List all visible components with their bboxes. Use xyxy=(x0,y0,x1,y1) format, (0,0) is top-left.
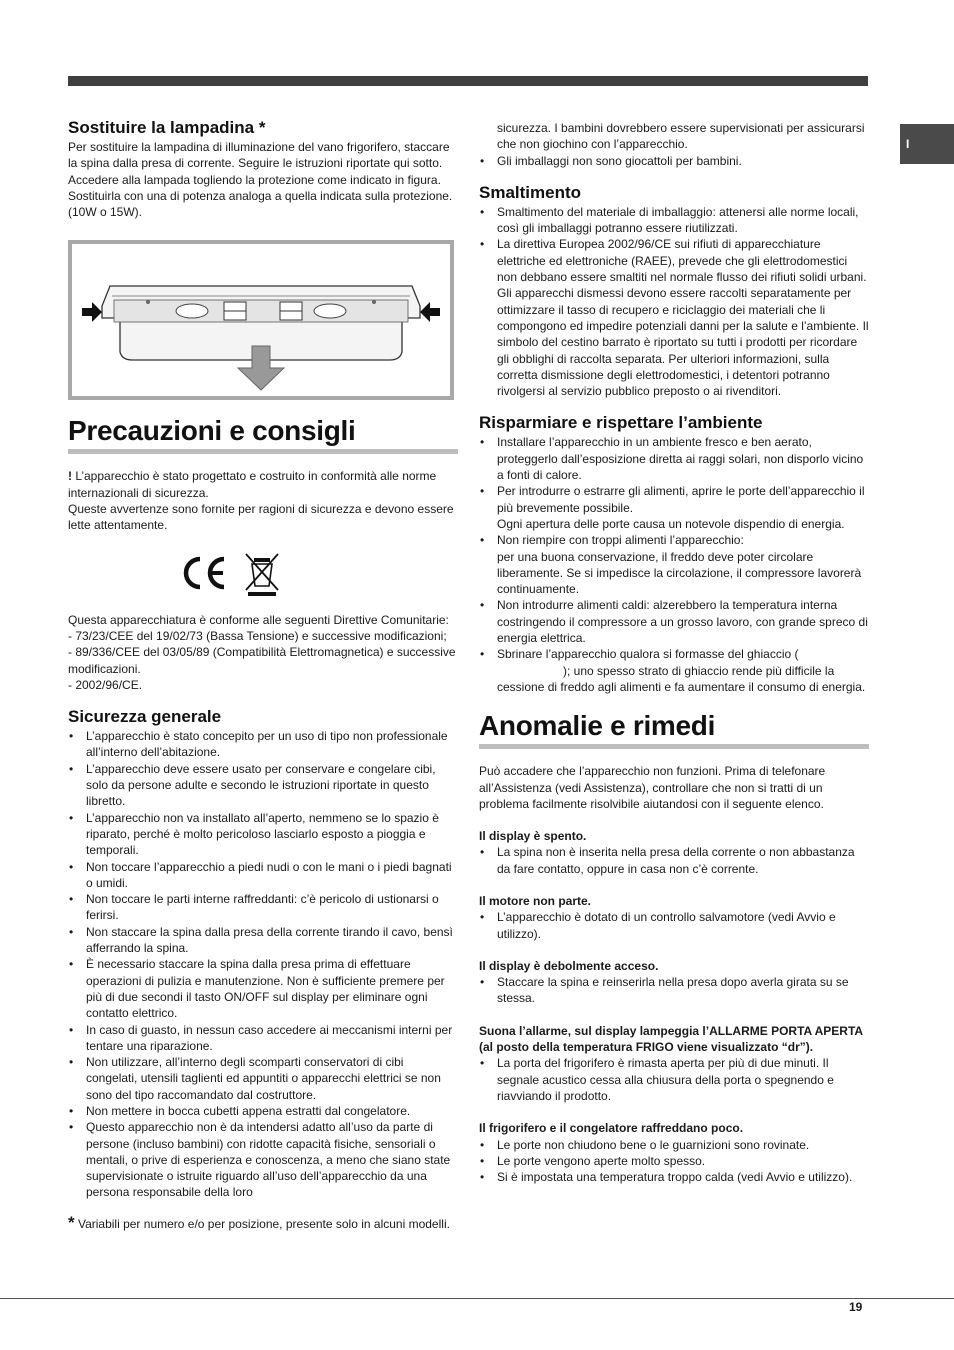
disposal-list xyxy=(479,204,869,400)
list-item: • Questo apparecchio non è da intendersi adatto all’uso da parte di persone (incluso bambini) con ridotte capacità fisiche, sensoriali o mentali, o prive di esperienza e conoscenza, a meno che siano state supervisionate o istruite riguardo all’uso dell’apparecchio da una persona responsabile della loro xyxy=(68,1119,458,1200)
list-item: • Installare l’apparecchio in un ambiente fresco e ben aerato, proteggerlo dall’esposizione diretta ai raggi solari, non disporlo vicino a fonti di calore. xyxy=(479,434,869,483)
safety-title: Sicurezza generale xyxy=(68,707,222,727)
list-item: • Non utilizzare, all’interno degli scomparti conservatori di cibi congelati, utensili taglienti ed appuntiti o apparecchi elettrici se non sono del tipo raccomandato dal costruttore. xyxy=(68,1054,458,1103)
list-item: • Non riempire con troppi alimenti l’apparecchio: per una buona conservazione, il freddo deve poter circolare liberamente. Se si impedisce la circolazione, il compressore lavorerà continuamente. xyxy=(479,532,869,597)
arrow-left-icon xyxy=(420,302,440,322)
ce-mark-icon xyxy=(180,553,230,593)
certification-marks xyxy=(180,548,458,598)
list-item: • L’apparecchio deve essere usato per conservare e congelare cibi, solo da persone adulte e secondo le istruzioni riportate in questo libretto. xyxy=(68,761,458,810)
lamp-section-title: Sostituire la lampadina * xyxy=(68,118,266,137)
list-item: • Per introdurre o estrarre gli alimenti, aprire le porte dell’apparecchio il più brevemente possibile. Ogni apertura delle porte causa un notevole dispendio di energia. xyxy=(479,483,869,532)
lamp-figure xyxy=(68,240,454,400)
list-item: • L’apparecchio è stato concepito per un uso di tipo non professionale all’interno dell’abitazione. xyxy=(68,728,458,761)
save-energy-title: Risparmiare e rispettare l’ambiente xyxy=(479,413,763,433)
list-item: • Le porte vengono aperte molto spesso. xyxy=(479,1153,869,1169)
left-column xyxy=(68,118,458,1232)
problem-title: Il frigorifero e il congelatore raffreddano poco. xyxy=(479,1121,744,1136)
list-item: • La porta del frigorifero è rimasta aperta per più di due minuti. Il segnale acustico cessa alla chiusura della porta o spegnendo e riavviando il prodotto. xyxy=(479,1055,869,1104)
directive-2: - 89/336/CEE del 03/05/89 (Compatibilità Elettromagnetica) e successive modificazioni. xyxy=(68,645,456,676)
problem-title: Il motore non parte. xyxy=(479,893,592,908)
lamp-cover-illustration xyxy=(72,244,450,396)
language-tab: I xyxy=(900,124,954,164)
directive-3: - 2002/96/CE. xyxy=(68,677,143,692)
disposal-title: Smaltimento xyxy=(479,182,582,202)
warning-paragraph-2: Queste avvertenze sono fornite per ragioni di sicurezza e devono essere lette attentamente. xyxy=(68,502,454,533)
directives-intro: Questa apparecchiatura è conforme alle seguenti Direttive Comunitarie: xyxy=(68,612,449,627)
problem-title: Suona l’allarme, sul display lampeggia l’ALLARME PORTA APERTA (al posto della temperatura FRIGO viene visualizzato “dr”). xyxy=(479,1023,863,1055)
list-item: • Si è impostata una temperatura troppo calda (vedi Avvio e utilizzo). xyxy=(479,1169,869,1185)
list-item: • L’apparecchio non va installato all’aperto, nemmeno se lo spazio è riparato, perché è molto pericoloso lasciarlo esposto a pioggia e temporali. xyxy=(68,810,458,859)
lamp-section-text: Per sostituire la lampadina di illuminazione del vano frigorifero, staccare la spina dalla presa di corrente. Seguire le istruzioni riportate qui sotto. Accedere alla lampada togliendo la protezione come indicato in figura. Sostituirla con una di potenza analoga a quella indicata sulla protezione.(10W o 15W). xyxy=(68,140,453,220)
problem-title: Il display è spento. xyxy=(479,829,587,844)
list-item: • Non staccare la spina dalla presa della corrente tirando il cavo, bensì afferrando la spina. xyxy=(68,924,458,957)
list-item: • L’apparecchio è dotato di un controllo salvamotore (vedi Avvio e utilizzo). xyxy=(479,909,869,942)
warning-paragraph: ! L’apparecchio è stato progettato e costruito in conformità alle norme internazionali di sicurezza. xyxy=(68,469,437,500)
top-rule xyxy=(68,76,868,86)
list-item: • Non mettere in bocca cubetti appena estratti dal congelatore. xyxy=(68,1103,458,1119)
safety-list xyxy=(68,728,458,1201)
weee-bin-icon xyxy=(244,550,280,596)
list-item: • In caso di guasto, in nessun caso accedere ai meccanismi interni per tentare una riparazione. xyxy=(68,1022,458,1055)
directive-1: - 73/23/CEE del 19/02/73 (Bassa Tensione) e successive modificazioni; xyxy=(68,628,447,643)
footnote: * Variabili per numero e/o per posizione, presente solo in alcuni modelli. xyxy=(68,1212,450,1232)
problem-title: Il display è debolmente acceso. xyxy=(479,958,659,973)
list-item: • È necessario staccare la spina dalla presa prima di effettuare operazioni di pulizia e manutenzione. Non è sufficiente premere per più di due secondi il tasto ON/OFF sul display per eliminare ogni contatto elettrico. xyxy=(68,956,458,1021)
list-item: • Non introdurre alimenti caldi: alzerebbero la temperatura interna costringendo il compressore a un grosso lavoro, con grande spreco di energia elettrica. xyxy=(479,597,869,646)
list-item: • La spina non è inserita nella presa della corrente o non abbastanza da fare contatto, oppure in casa non c’è corrente. xyxy=(479,844,869,877)
list-item: • Sbrinare l’apparecchio qualora si formasse del ghiaccio ( ); uno spesso strato di ghiaccio rende più difficile la cessione di freddo agli alimenti e fa aumentare il consumo di energia. xyxy=(479,646,869,695)
right-column xyxy=(479,120,869,1185)
anomalies-title: Anomalie e rimedi xyxy=(479,710,716,742)
safety-continuation: sicurezza. I bambini dovrebbero essere supervisionati per assicurarsi che non giochino con l’apparecchio. xyxy=(497,121,865,152)
list-item: • Smaltimento del materiale di imballaggio: attenersi alle norme locali, così gli imballaggi potranno essere riutilizzati. xyxy=(479,204,869,237)
save-energy-list xyxy=(479,434,869,695)
page-number: 19 xyxy=(849,1300,863,1314)
precautions-title: Precauzioni e consigli xyxy=(68,415,356,447)
list-item: • La direttiva Europea 2002/96/CE sui rifiuti di apparecchiature elettriche ed elettroniche (RAEE), prevede che gli elettrodomestici non debbano essere smaltiti nel normale flusso dei rifiuti solidi urbani. Gli apparecchi dismessi devono essere raccolti separatamente per ottimizzare il tasso di recupero e riciclaggio dei materiali che li compongono ed impedire potenziali danni per la salute e l’ambiente. Il simbolo del cestino barrato è riportato su tutti i prodotti per ricordare gli obblighi di raccolta separata. Per ulteriori informazioni, sulla corretta dismissione degli elettrodomestici, i detentori potranno rivolgersi al servizio pubblico preposto o ai rivenditori. xyxy=(479,236,869,399)
list-item: • Non toccare le parti interne raffreddanti: c’è pericolo di ustionarsi o ferirsi. xyxy=(68,891,458,924)
arrow-right-icon xyxy=(82,302,102,322)
list-item: • Le porte non chiudono bene o le guarnizioni sono rovinate. xyxy=(479,1137,869,1153)
list-item: • Staccare la spina e reinserirla nella presa dopo averla girata su se stessa. xyxy=(479,974,869,1007)
anomalies-rule xyxy=(479,744,869,749)
list-item: • Gli imballaggi non sono giocattoli per bambini. xyxy=(479,153,869,169)
anomalies-intro: Può accadere che l’apparecchio non funzioni. Prima di telefonare all’Assistenza (vedi Assistenza), controllare che non si tratti di un problema facilmente risolvibile aiutandosi con il seguente elenco. xyxy=(479,764,826,811)
precautions-rule xyxy=(68,449,458,454)
footer-rule xyxy=(0,1298,954,1299)
list-item: • Non toccare l’apparecchio a piedi nudi o con le mani o i piedi bagnati o umidi. xyxy=(68,859,458,892)
